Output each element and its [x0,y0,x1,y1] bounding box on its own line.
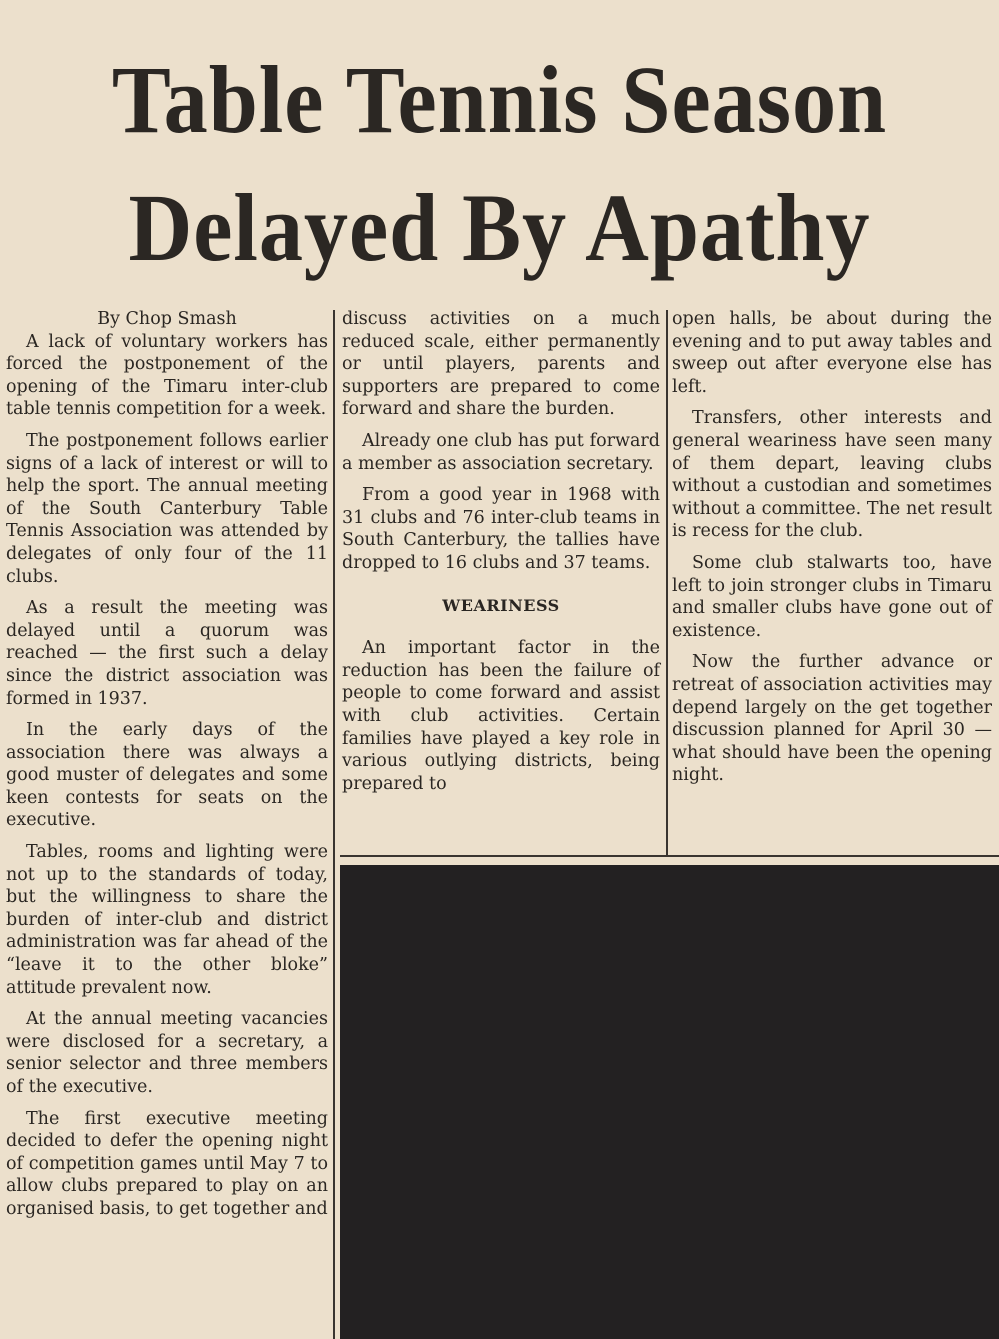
paragraph: Now the further advance or retreat of association activities may depend largely on the get together discussion planned for April 30 — what should have been the opening night. [672,652,992,786]
column-rule [333,310,335,1339]
column-rule [666,310,668,855]
paragraph: In the early days of the association there was always a good muster of delegates and some keen contests for seats on the executive. [6,720,328,831]
paragraph: open halls, be about during the evening and to put away tables and sweep out after everyone else has left. [672,309,992,397]
headline-line-1: Table Tennis Season [111,46,888,153]
paragraph: The first executive meeting decided to defer the opening night of competition games until May 7 to allow clubs prepared to play on an organised basis, to get together and [6,1108,328,1219]
paragraph: At the annual meeting vacancies were disclosed for a secretary, a senior selector and three members of the executive. [6,1009,328,1097]
horizontal-rule [340,855,999,857]
paragraph: Some club stalwarts too, have left to join stronger clubs in Timaru and smaller clubs have gone out of existence. [672,552,992,641]
paragraph: Tables, rooms and lighting were not up to the standards of today, but the willingness to share the burden of inter-club and district administration was far ahead of the “leave it to the other bloke” attitude prevalent now. [6,842,328,998]
article-column-1 [6,308,328,1230]
paragraph: Already one club has put forward a member as association secretary. [342,430,660,474]
paragraph: As a result the meeting was delayed until a quorum was reached — the first such a delay since the district association was formed in 1937. [6,598,328,709]
paragraph: The postponement follows earlier signs of a lack of interest or will to help the sport. The annual meeting of the South Canterbury Table Tennis Association was attended by delegates of only four of the 11 clubs. [6,430,328,587]
paragraph: Transfers, other interests and general weariness have seen many of them depart, leaving clubs without a custodian and sometimes without a committee. The net result is recess for the club. [672,408,992,542]
paragraph: A lack of voluntary workers has forced the postponement of the opening of the Timaru inter-club table tennis competition for a week. [6,331,328,420]
article-column-2 [342,308,660,804]
byline: By Chop Smash [97,309,237,329]
paragraph: From a good year in 1968 with 31 clubs and 76 inter-club teams in South Canterbury, the tallies have dropped to 16 clubs and 37 teams. [342,485,660,573]
paragraph: An important factor in the reduction has been the failure of people to come forward and assist with club activities. Certain families have played a key role in various outlying districts, being prepared to [342,638,660,794]
paragraph: discuss activities on a much reduced scale, either permanently or until players, parents and supporters are prepared to come forward and share the burden. [342,309,660,420]
subheading: WEARINESS [442,595,560,615]
dark-background-region [340,865,999,1339]
article-column-3 [672,308,992,796]
headline-line-2: Delayed By Apathy [128,174,871,281]
